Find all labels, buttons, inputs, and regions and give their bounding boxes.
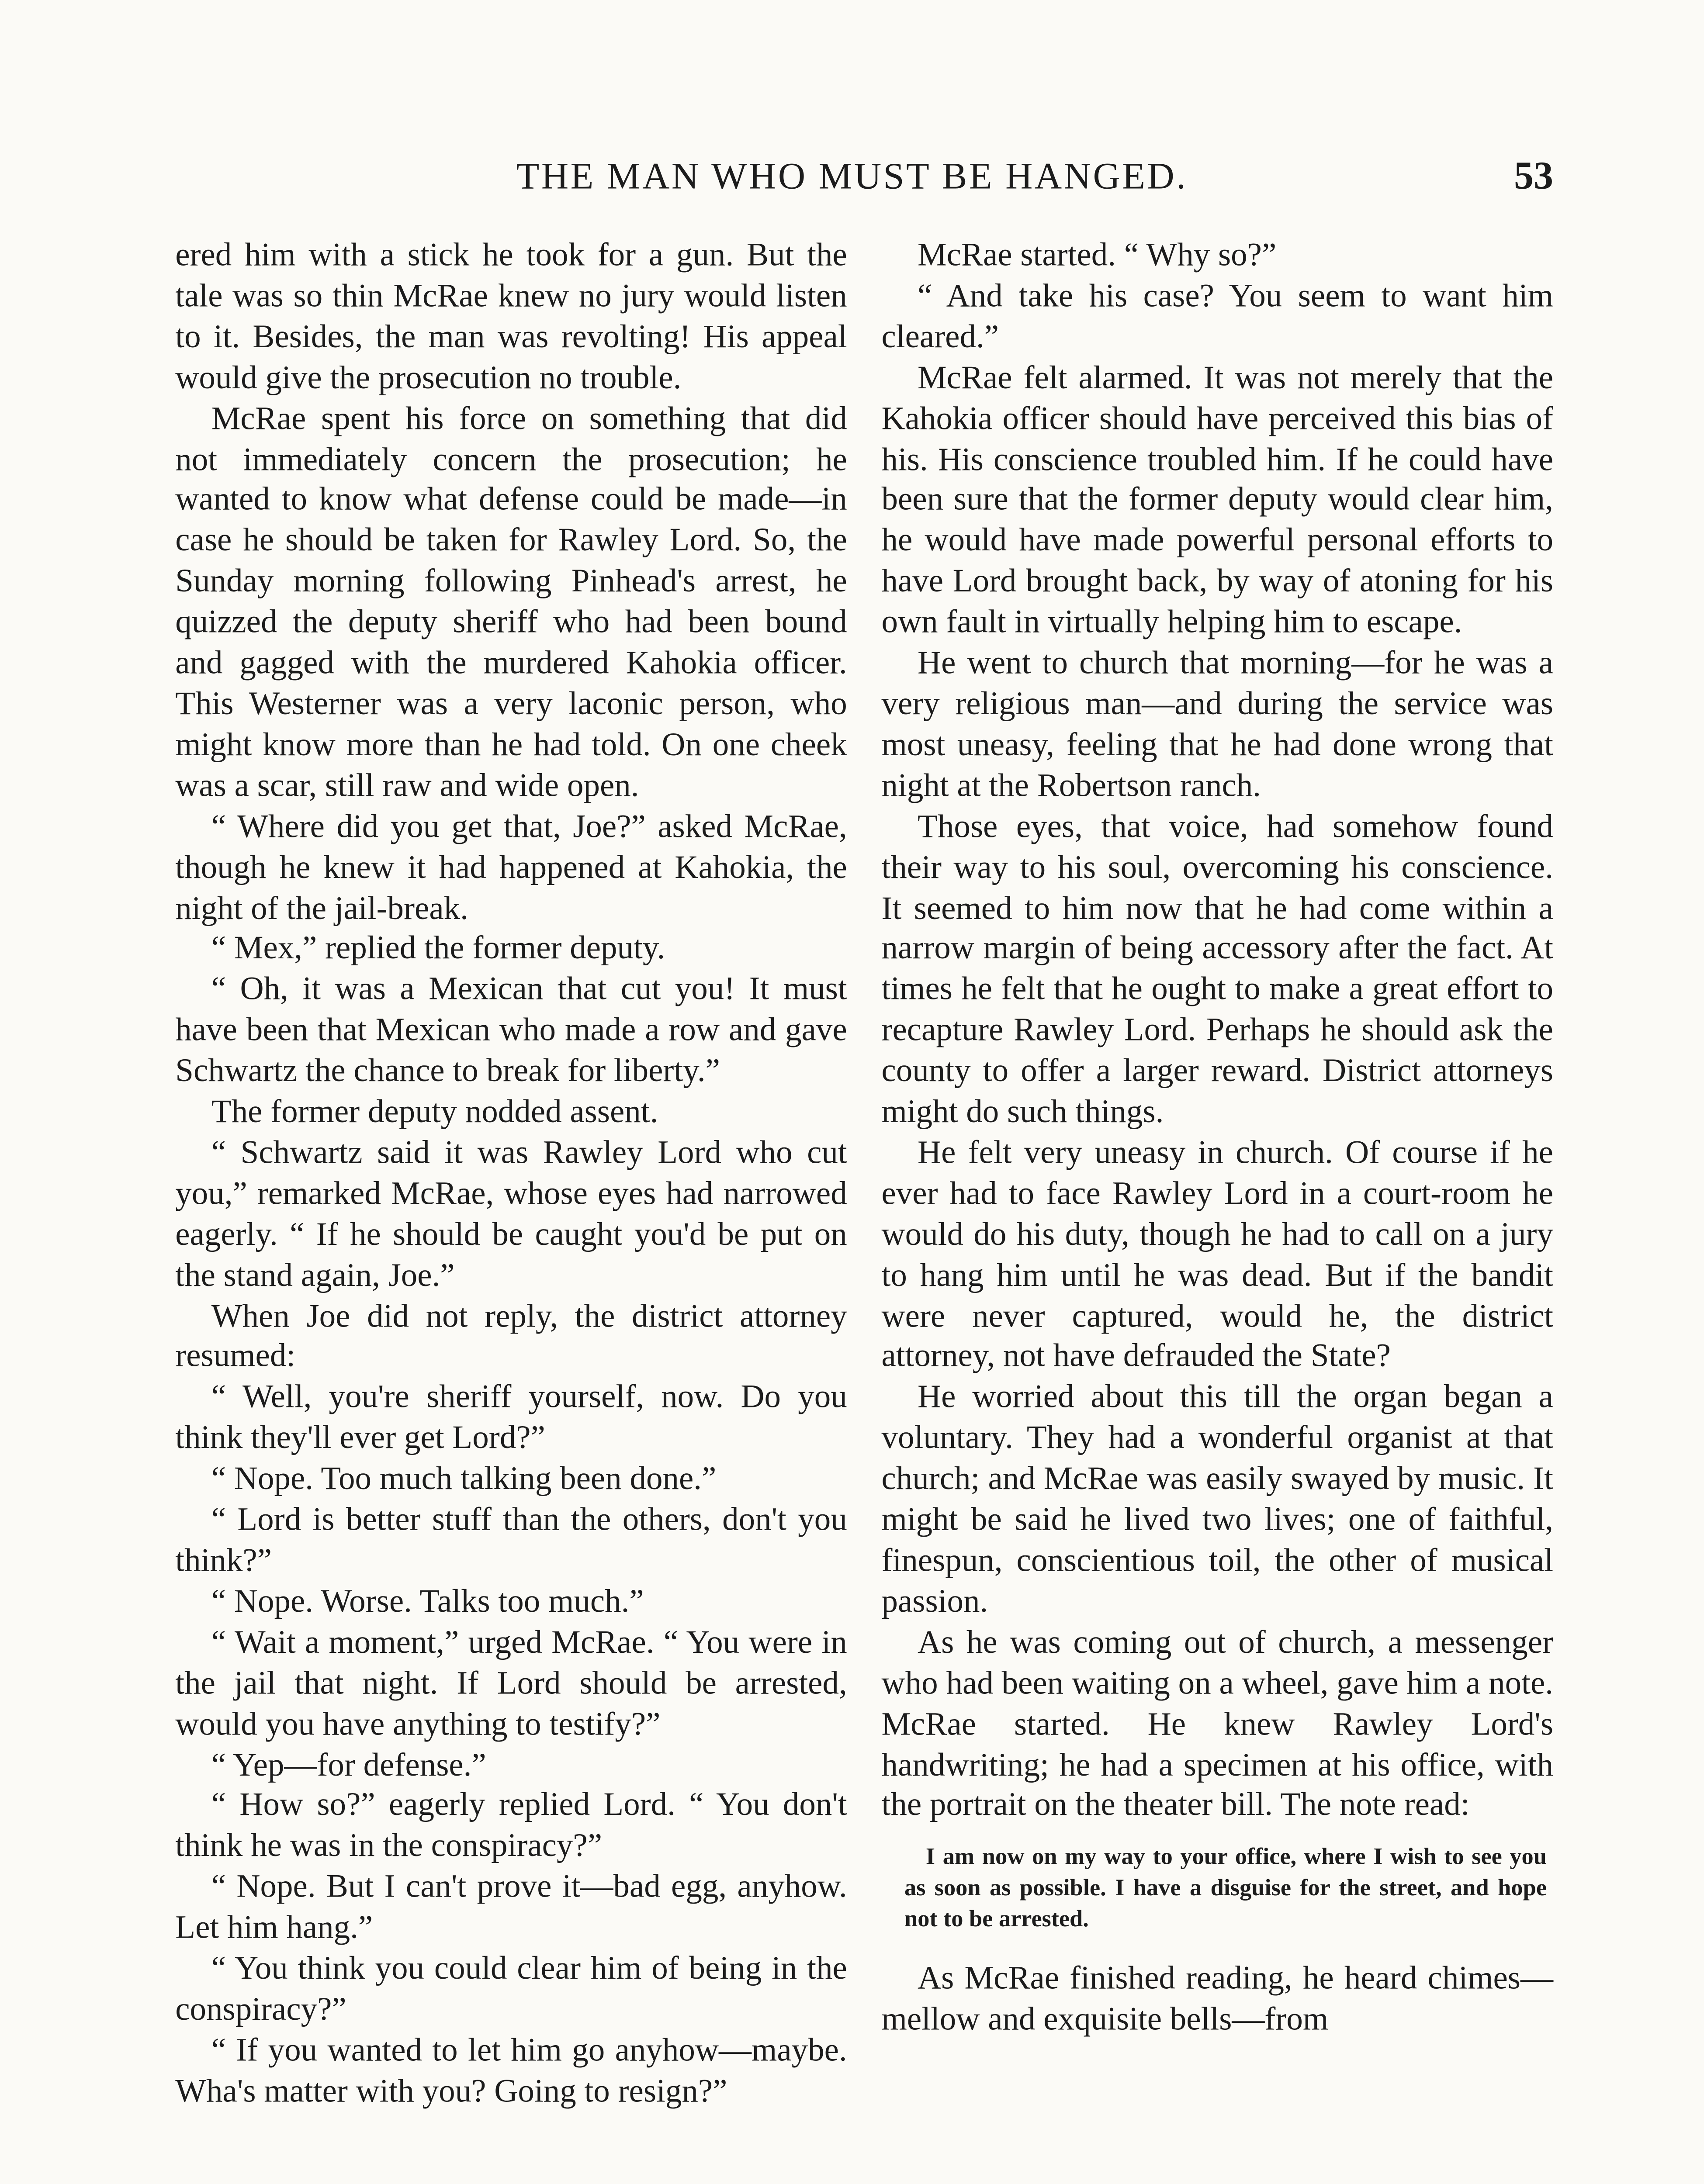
paragraph: “ Wait a moment,” urged McRae. “ You were in the jail that night. If Lord should be arrested, would you have anything to testify?”	[175, 1624, 847, 1742]
page-number: 53	[1514, 156, 1553, 198]
paragraph: “ Oh, it was a Mexican that cut you! It must have been that Mexican who made a row and gave Schwartz the chance to break for liberty.”	[175, 971, 847, 1090]
paragraph: When Joe did not reply, the district attorney resumed:	[175, 1298, 847, 1375]
paragraph: “ And take his case? You seem to want him cleared.”	[881, 278, 1553, 356]
paragraph: “ You think you could clear him of being in the conspiracy?”	[175, 1951, 847, 2028]
paragraph: “ How so?” eagerly replied Lord. “ You don't think he was in the conspiracy?”	[175, 1787, 847, 1865]
right-column	[882, 236, 1554, 2041]
paragraph: ered him with a stick he took for a gun. But the tale was so thin McRae knew no jury would listen to it. Besides, the man was revolting! His appeal would give the prosecution no trouble.	[175, 237, 847, 396]
running-head	[0, 152, 1704, 202]
paragraph: McRae started. “ Why so?”	[918, 237, 1277, 274]
paragraph: He felt very uneasy in church. Of course if he ever had to face Rawley Lord in a court-room he would do his duty, though he had to call on a jury to hang him until he was dead. But if the bandit were never captured, would he, the district attorney, not have defrauded the State?	[881, 1135, 1553, 1375]
paragraph: McRae spent his force on something that did not immediately concern the prosecution; he wanted to know what defense could be made—in case he should be taken for Rawley Lord. So, the Sunday morning following Pinhead's arrest, he quizzed the deputy sheriff who had been bound and gagged with the murdered Kahokia officer. This Westerner was a very laconic person, who might know more than he had told. On one cheek was a scar, still raw and wide open.	[175, 401, 847, 804]
paragraph: “ Nope. Worse. Talks too much.”	[211, 1583, 644, 1620]
running-title: THE MAN WHO MUST BE HANGED.	[516, 156, 1188, 197]
paragraph: As he was coming out of church, a messenger who had been waiting on a wheel, gave him a note. McRae started. He knew Rawley Lord's handwriting; he had a specimen at his office, with the portrait on the theater bill. The note read:	[881, 1624, 1553, 1824]
paragraph: He worried about this till the organ began a voluntary. They had a wonderful organist at that church; and McRae was easily swayed by music. It might be said he lived two lives; one of faithful, finespun, conscientious toil, the other of musical passion.	[881, 1379, 1553, 1620]
paragraph: “ Where did you get that, Joe?” asked McRae, though he knew it had happened at Kahokia, the night of the jail-break.	[175, 809, 847, 926]
paragraph: “ Yep—for defense.”	[211, 1747, 486, 1783]
paragraph: “ Nope. Too much talking been done.”	[211, 1461, 717, 1498]
paragraph: “ Mex,” replied the former deputy.	[211, 931, 665, 968]
paragraph: “ Nope. But I can't prove it—bad egg, anyhow. Let him hang.”	[175, 1869, 847, 1946]
paragraph: “ Well, you're sheriff yourself, now. Do you think they'll ever get Lord?”	[175, 1379, 847, 1457]
paragraph: McRae felt alarmed. It was not merely that the Kahokia officer should have perceived this bias of his. His conscience troubled him. If he could have been sure that the former deputy would clear him, he would have made powerful personal efforts to have Lord brought back, by way of atoning for his own fault in virtually helping him to escape.	[881, 359, 1553, 641]
paragraph: “ Schwartz said it was Rawley Lord who cut you,” remarked McRae, whose eyes had narrowed eagerly. “ If he should be caught you'd be put on the stand again, Joe.”	[175, 1135, 847, 1294]
paragraph: The former deputy nodded assent.	[211, 1094, 658, 1130]
paragraph: He went to church that morning—for he was a very religious man—and during the service was most uneasy, feeling that he had done wrong that night at the Robertson ranch.	[881, 645, 1553, 804]
note-text: I am now on my way to your office, where I wish to see you as soon as possible. I have a disguise for the street, and hope not to be arrested.	[904, 1845, 1547, 1934]
paragraph: “ If you wanted to let him go anyhow—maybe. Wha's matter with you? Going to resign?”	[175, 2032, 847, 2110]
left-column	[175, 236, 847, 2112]
paragraph: “ Lord is better stuff than the others, don't you think?”	[175, 1502, 847, 1579]
quoted-note	[882, 1843, 1554, 1937]
paragraph: Those eyes, that voice, had somehow found their way to his soul, overcoming his conscience. It seemed to him now that he had come within a narrow margin of being accessory after the fact. At times he felt that he ought to make a great effort to recapture Rawley Lord. Perhaps he should ask the county to offer a larger reward. District attorneys might do such things.	[881, 809, 1553, 1130]
paragraph: As McRae finished reading, he heard chimes—mellow and exquisite bells—from	[881, 1961, 1553, 2038]
